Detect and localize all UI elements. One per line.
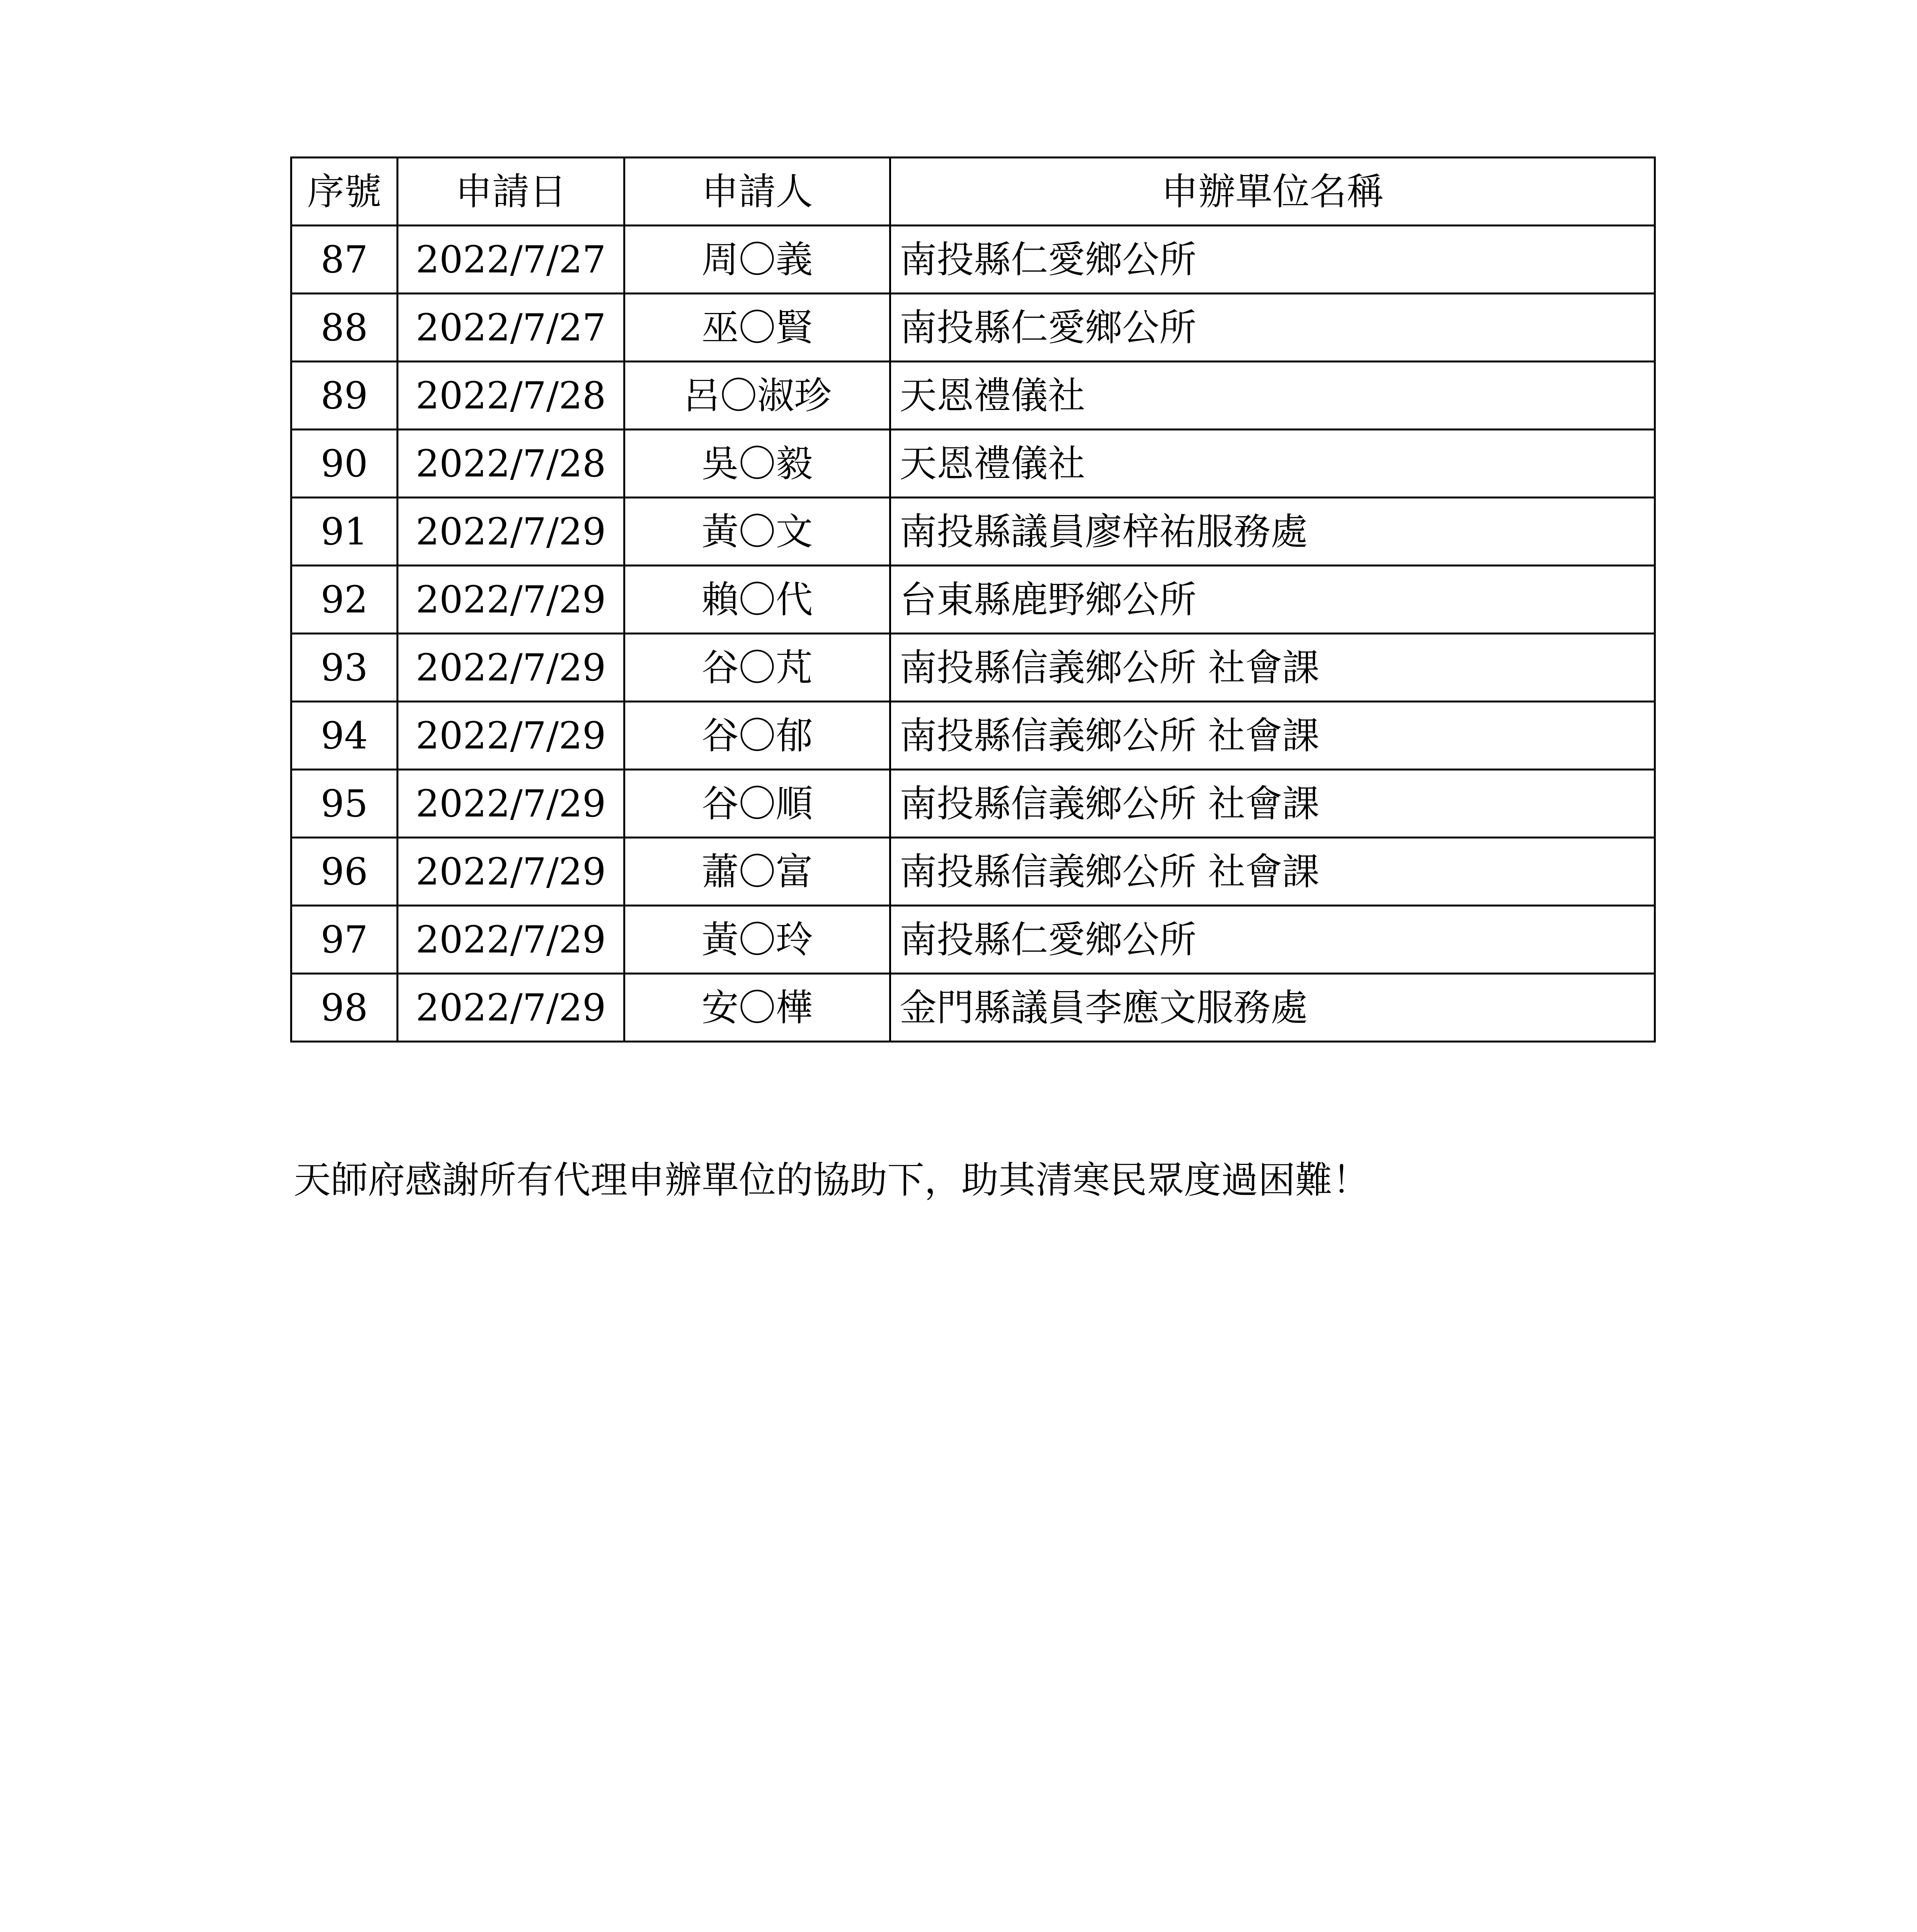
date-cell: 2022/7/29 — [398, 906, 624, 974]
date-cell: 2022/7/29 — [398, 498, 624, 566]
serial-cell: 98 — [291, 974, 398, 1042]
applicant-cell: 蕭〇富 — [624, 838, 890, 906]
table-row — [291, 974, 1655, 1042]
header-date: 申請日 — [398, 158, 624, 226]
applicant-cell: 安〇樺 — [624, 974, 890, 1042]
serial-cell: 97 — [291, 906, 398, 974]
applicant-table — [290, 156, 1656, 1043]
applicant-cell: 呂〇淑珍 — [624, 362, 890, 430]
table-row — [291, 498, 1655, 566]
applicant-cell: 黃〇文 — [624, 498, 890, 566]
date-cell: 2022/7/29 — [398, 770, 624, 838]
unit-cell: 南投縣仁愛鄉公所 — [890, 226, 1655, 294]
applicant-cell: 黃〇玲 — [624, 906, 890, 974]
serial-cell: 94 — [291, 702, 398, 770]
unit-cell: 南投縣仁愛鄉公所 — [890, 906, 1655, 974]
serial-cell: 95 — [291, 770, 398, 838]
date-cell: 2022/7/28 — [398, 430, 624, 498]
header-serial: 序號 — [291, 158, 398, 226]
table-row — [291, 906, 1655, 974]
serial-cell: 89 — [291, 362, 398, 430]
unit-cell: 南投縣仁愛鄉公所 — [890, 294, 1655, 362]
closing-note: 天師府感謝所有代理申辦單位的協助下，助其清寒民眾度過困難！ — [294, 1158, 1369, 1202]
table-row — [291, 362, 1655, 430]
applicant-cell: 賴〇代 — [624, 566, 890, 634]
unit-cell: 金門縣議員李應文服務處 — [890, 974, 1655, 1042]
applicant-cell: 谷〇順 — [624, 770, 890, 838]
table-row — [291, 566, 1655, 634]
unit-cell: 南投縣信義鄉公所 社會課 — [890, 702, 1655, 770]
unit-cell: 天恩禮儀社 — [890, 430, 1655, 498]
table-row — [291, 634, 1655, 702]
table-header-row — [291, 158, 1655, 226]
unit-cell: 南投縣信義鄉公所 社會課 — [890, 770, 1655, 838]
applicant-cell: 巫〇賢 — [624, 294, 890, 362]
date-cell: 2022/7/29 — [398, 634, 624, 702]
applicant-cell: 周〇義 — [624, 226, 890, 294]
date-cell: 2022/7/28 — [398, 362, 624, 430]
table-row — [291, 294, 1655, 362]
date-cell: 2022/7/27 — [398, 294, 624, 362]
serial-cell: 91 — [291, 498, 398, 566]
table-row — [291, 226, 1655, 294]
serial-cell: 90 — [291, 430, 398, 498]
date-cell: 2022/7/29 — [398, 566, 624, 634]
table-row — [291, 770, 1655, 838]
date-cell: 2022/7/29 — [398, 838, 624, 906]
table-row — [291, 838, 1655, 906]
table-row — [291, 702, 1655, 770]
applicant-cell: 谷〇郁 — [624, 702, 890, 770]
serial-cell: 92 — [291, 566, 398, 634]
header-applicant: 申請人 — [624, 158, 890, 226]
serial-cell: 88 — [291, 294, 398, 362]
unit-cell: 台東縣鹿野鄉公所 — [890, 566, 1655, 634]
header-unit: 申辦單位名稱 — [890, 158, 1655, 226]
serial-cell: 93 — [291, 634, 398, 702]
unit-cell: 南投縣議員廖梓祐服務處 — [890, 498, 1655, 566]
unit-cell: 南投縣信義鄉公所 社會課 — [890, 838, 1655, 906]
date-cell: 2022/7/29 — [398, 974, 624, 1042]
unit-cell: 天恩禮儀社 — [890, 362, 1655, 430]
table-row — [291, 430, 1655, 498]
date-cell: 2022/7/29 — [398, 702, 624, 770]
serial-cell: 96 — [291, 838, 398, 906]
unit-cell: 南投縣信義鄉公所 社會課 — [890, 634, 1655, 702]
applicant-cell: 谷〇芃 — [624, 634, 890, 702]
date-cell: 2022/7/27 — [398, 226, 624, 294]
serial-cell: 87 — [291, 226, 398, 294]
applicant-cell: 吳〇毅 — [624, 430, 890, 498]
